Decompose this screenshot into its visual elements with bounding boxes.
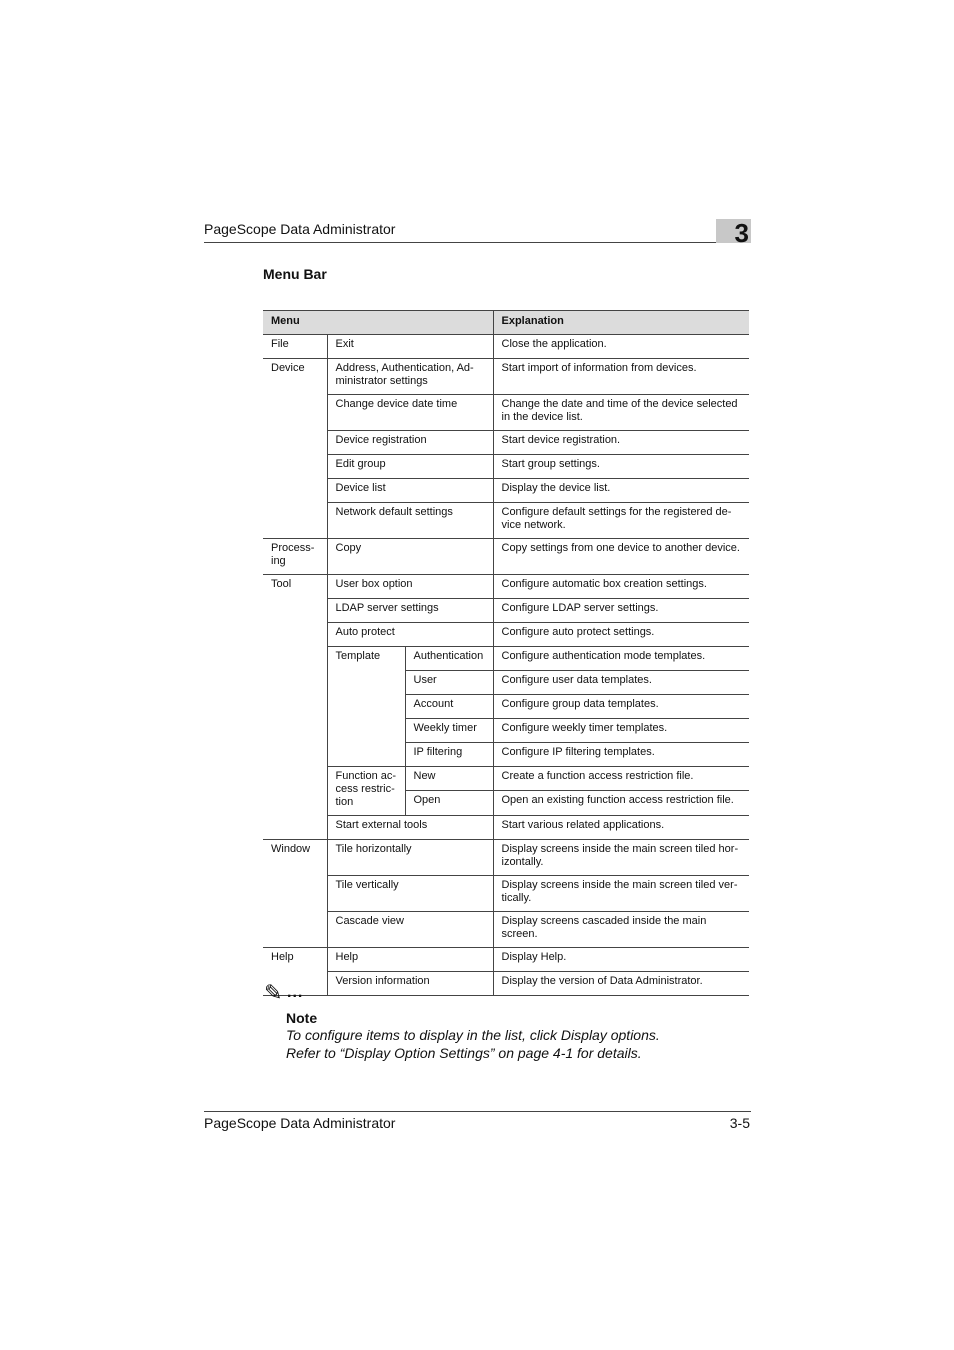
table-row <box>263 767 749 791</box>
explanation-cell: Configure IP filtering templates. <box>493 743 749 767</box>
note-dots: ... <box>287 984 304 1001</box>
explanation-cell: Display the device list. <box>493 479 749 503</box>
chapter-number: 3 <box>734 218 749 248</box>
table-row <box>263 479 749 503</box>
table-row <box>263 876 749 912</box>
explanation-cell: Start group settings. <box>493 455 749 479</box>
explanation-cell <box>493 912 749 948</box>
section-title: Menu Bar <box>263 266 327 282</box>
menu-item-text: Function ac- cess restric- tion <box>335 770 397 808</box>
submenu-item-cell: IP filtering <box>405 743 493 767</box>
menu-item-text: Address, Authentication, Ad- ministrator settings <box>335 362 474 387</box>
menu-group-cell: Help <box>263 948 327 996</box>
explanation-cell: Copy settings from one device to another device. <box>493 539 749 575</box>
menu-item-cell: Cascade view <box>327 912 493 948</box>
menu-item-cell: Auto protect <box>327 623 493 647</box>
explanation-cell: Configure group data templates. <box>493 695 749 719</box>
menu-item-cell: Template <box>327 647 405 767</box>
menu-item-cell: Tile vertically <box>327 876 493 912</box>
table-row <box>263 647 749 671</box>
table-row <box>263 575 749 599</box>
explanation-cell: Open an existing function access restriction file. <box>493 791 749 816</box>
menu-group-text: Process- ing <box>271 542 315 567</box>
header-menu: Menu <box>263 311 493 335</box>
menu-item-cell: Change device date time <box>327 395 493 431</box>
menu-item-cell: Version information <box>327 972 493 996</box>
explanation-text: Display screens inside the main screen tiled hor- izontally. <box>501 843 739 868</box>
explanation-cell: Configure LDAP server settings. <box>493 599 749 623</box>
table-row <box>263 431 749 455</box>
explanation-text: Configure default settings for the registered de- vice network. <box>501 506 732 531</box>
page-number: 3-5 <box>729 1115 750 1131</box>
submenu-item-cell: Authentication <box>405 647 493 671</box>
explanation-cell <box>493 395 749 431</box>
menu-item-cell: Network default settings <box>327 503 493 539</box>
menu-item-cell <box>327 767 405 816</box>
table-row <box>263 335 749 359</box>
menu-bar-table <box>263 310 749 996</box>
header-title: PageScope Data Administrator <box>204 221 396 237</box>
table-row <box>263 816 749 840</box>
explanation-cell: Configure user data templates. <box>493 671 749 695</box>
table-row <box>263 359 749 395</box>
table-row <box>263 948 749 972</box>
submenu-item-cell: Account <box>405 695 493 719</box>
explanation-cell: Display the version of Data Administrator. <box>493 972 749 996</box>
menu-group-cell: File <box>263 335 327 359</box>
explanation-text: Display screens inside the main screen tiled ver- tically. <box>501 879 738 904</box>
explanation-cell <box>493 503 749 539</box>
chapter-badge <box>716 218 751 248</box>
menu-item-cell: User box option <box>327 575 493 599</box>
explanation-cell <box>493 876 749 912</box>
explanation-cell: Start device registration. <box>493 431 749 455</box>
note-text-line-1: To configure items to display in the list, click Display options. <box>286 1027 660 1043</box>
menu-group-cell <box>263 539 327 575</box>
pencil-icon: ✎ <box>264 980 283 1005</box>
explanation-cell: Configure automatic box creation settings. <box>493 575 749 599</box>
menu-item-cell: Copy <box>327 539 493 575</box>
submenu-item-cell: Weekly timer <box>405 719 493 743</box>
table-row <box>263 599 749 623</box>
menu-item-cell: Help <box>327 948 493 972</box>
table-row <box>263 972 749 996</box>
explanation-cell: Create a function access restriction file. <box>493 767 749 791</box>
menu-item-cell: Start external tools <box>327 816 493 840</box>
submenu-item-cell: User <box>405 671 493 695</box>
menu-item-cell: Exit <box>327 335 493 359</box>
table-row <box>263 840 749 876</box>
explanation-cell: Configure auto protect settings. <box>493 623 749 647</box>
menu-item-cell: Device registration <box>327 431 493 455</box>
submenu-item-cell: New <box>405 767 493 791</box>
running-header <box>204 218 751 248</box>
table-row <box>263 455 749 479</box>
menu-group-cell: Tool <box>263 575 327 840</box>
explanation-cell: Start various related applications. <box>493 816 749 840</box>
note-text-line-2: Refer to “Display Option Settings” on page 4-1 for details. <box>286 1045 642 1061</box>
header-explanation: Explanation <box>493 311 749 335</box>
explanation-cell: Start import of information from devices. <box>493 359 749 395</box>
table-row <box>263 912 749 948</box>
menu-item-cell: Edit group <box>327 455 493 479</box>
explanation-cell <box>493 840 749 876</box>
submenu-item-cell: Open <box>405 791 493 816</box>
explanation-cell: Close the application. <box>493 335 749 359</box>
menu-group-cell: Device <box>263 359 327 539</box>
explanation-text: Display screens cascaded inside the main screen. <box>501 915 707 940</box>
table-row <box>263 503 749 539</box>
explanation-text: Change the date and time of the device selected in the device list. <box>501 398 738 423</box>
menu-group-cell: Window <box>263 840 327 948</box>
menu-item-cell: Tile horizontally <box>327 840 493 876</box>
table-row <box>263 539 749 575</box>
table-row <box>263 623 749 647</box>
menu-item-cell: Device list <box>327 479 493 503</box>
running-footer <box>204 1111 751 1136</box>
explanation-cell: Display Help. <box>493 948 749 972</box>
explanation-cell: Configure weekly timer templates. <box>493 719 749 743</box>
footer-title: PageScope Data Administrator <box>204 1115 396 1131</box>
menu-item-cell: LDAP server settings <box>327 599 493 623</box>
note-label: Note <box>286 1010 318 1026</box>
menu-item-cell <box>327 359 493 395</box>
explanation-cell: Configure authentication mode templates. <box>493 647 749 671</box>
table-row <box>263 395 749 431</box>
